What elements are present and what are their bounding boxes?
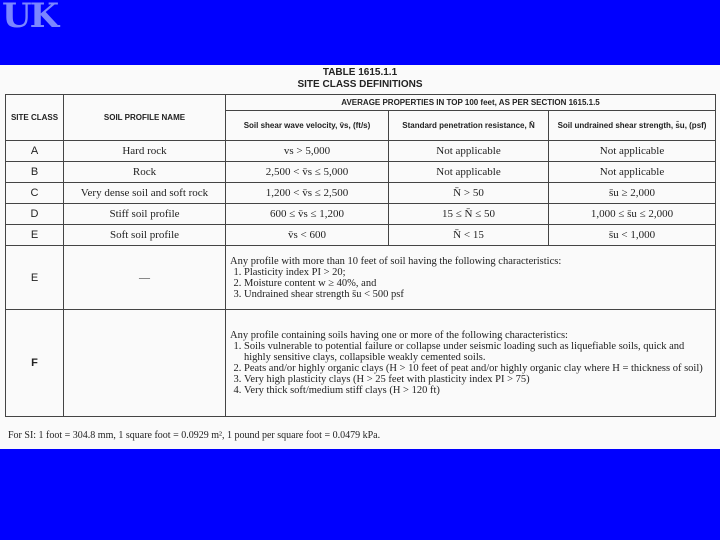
profile-name-cell: Stiff soil profile (64, 204, 226, 225)
penetration-cell: Not applicable (389, 162, 549, 183)
header-average-properties: AVERAGE PROPERTIES IN TOP 100 feet, AS PER SECTION 1615.1.5 (226, 95, 716, 111)
list-item: 3. Very high plasticity clays (H > 25 feet with plasticity index PI > 75) (244, 374, 711, 385)
header-shear-wave-velocity: Soil shear wave velocity, v̄s, (ft/s) (226, 111, 389, 141)
list-item: 1. Soils vulnerable to potential failure or collapse under seismic loading such as liquefiable soils, quick and highly sensitive clays, collapsible weakly cemented soils. (244, 341, 711, 363)
table-row (6, 225, 716, 246)
header-undrained-shear-strength: Soil undrained shear strength, s̄u, (psf) (549, 111, 716, 141)
header-penetration-resistance: Standard penetration resistance, N̄ (389, 111, 549, 141)
list-item: 2. Moisture content w ≥ 40%, and (244, 278, 711, 289)
site-class-cell: B (6, 162, 64, 183)
characteristics-list (230, 267, 711, 300)
table-title: TABLE 1615.1.1 (322, 67, 398, 78)
site-class-table (5, 94, 716, 417)
site-class-cell: F (6, 310, 64, 417)
shear-wave-cell: 600 ≤ v̄s ≤ 1,200 (226, 204, 389, 225)
header-site-class: SITE CLASS (6, 95, 64, 141)
characteristics-cell (226, 310, 716, 417)
shear-wave-cell: 1,200 < v̄s ≤ 2,500 (226, 183, 389, 204)
shear-wave-cell: v̄s < 600 (226, 225, 389, 246)
profile-name-cell (64, 310, 226, 417)
site-class-cell: A (6, 141, 64, 162)
table-footnote: For SI: 1 foot = 304.8 mm, 1 square foot = 0.0929 m², 1 pound per square foot = 0.0479 kPa. (8, 430, 381, 441)
undrained-cell: 1,000 ≤ s̄u ≤ 2,000 (549, 204, 716, 225)
undrained-cell: s̄u < 1,000 (549, 225, 716, 246)
table-row (6, 246, 716, 310)
header-soil-profile-name: SOIL PROFILE NAME (64, 95, 226, 141)
profile-name-cell: Rock (64, 162, 226, 183)
penetration-cell: Not applicable (389, 141, 549, 162)
list-item: 4. Very thick soft/medium stiff clays (H > 120 ft) (244, 385, 711, 396)
profile-name-cell: Soft soil profile (64, 225, 226, 246)
table-row (6, 204, 716, 225)
shear-wave-cell: vs > 5,000 (226, 141, 389, 162)
profile-name-cell: — (64, 246, 226, 310)
penetration-cell: 15 ≤ N̄ ≤ 50 (389, 204, 549, 225)
table-row (6, 310, 716, 417)
profile-name-cell: Hard rock (64, 141, 226, 162)
site-class-cell: C (6, 183, 64, 204)
list-item: 1. Plasticity index PI > 20; (244, 267, 711, 278)
site-class-table-document (0, 65, 720, 449)
characteristics-list (230, 341, 711, 396)
table-subtitle: SITE CLASS DEFINITIONS (297, 79, 423, 90)
list-item: 2. Peats and/or highly organic clays (H > 10 feet of peat and/or highly organic clay where H = thickness of soil) (244, 363, 711, 374)
undrained-cell: s̄u ≥ 2,000 (549, 183, 716, 204)
list-item: 3. Undrained shear strength s̄u < 500 psf (244, 289, 711, 300)
table-row (6, 141, 716, 162)
characteristics-cell (226, 246, 716, 310)
profile-name-cell: Very dense soil and soft rock (64, 183, 226, 204)
site-class-cell: E (6, 246, 64, 310)
site-class-cell: E (6, 225, 64, 246)
penetration-cell: N̄ > 50 (389, 183, 549, 204)
characteristics-intro: Any profile containing soils having one or more of the following characteristics: (230, 330, 568, 341)
uk-logo: UK (2, 0, 58, 36)
undrained-cell: Not applicable (549, 162, 716, 183)
undrained-cell: Not applicable (549, 141, 716, 162)
site-class-cell: D (6, 204, 64, 225)
shear-wave-cell: 2,500 < v̄s ≤ 5,000 (226, 162, 389, 183)
table-row (6, 183, 716, 204)
table-row (6, 162, 716, 183)
characteristics-intro: Any profile with more than 10 feet of soil having the following characteristics: (230, 255, 562, 267)
penetration-cell: N̄ < 15 (389, 225, 549, 246)
